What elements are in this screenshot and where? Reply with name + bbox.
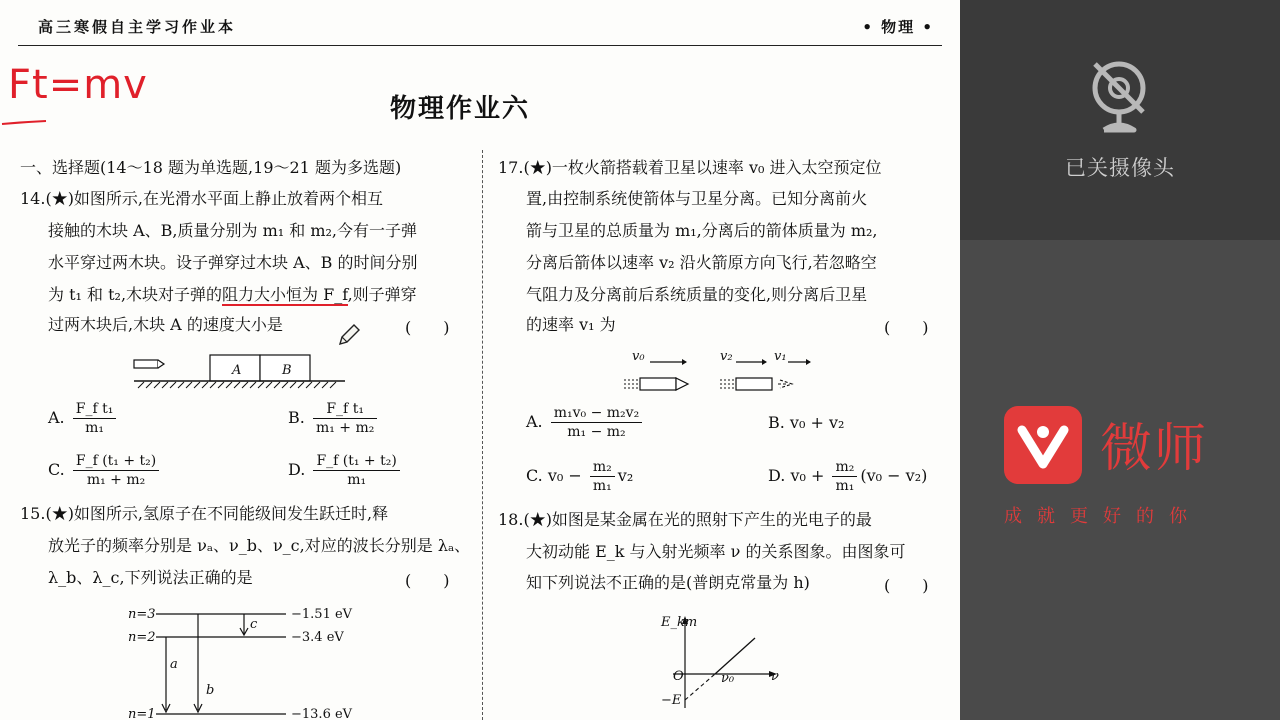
q14-option-a	[48, 400, 119, 437]
q14-option-b	[288, 400, 380, 437]
graph-origin-label: O	[673, 669, 684, 684]
camera-off-icon	[1084, 58, 1154, 140]
transition-c-label: c	[250, 617, 258, 632]
q17-option-c: C. v₀ − $\frac{\text{m₂}}{\text{m₁}}$ v₂	[526, 459, 634, 494]
level-n2-label: n=2	[128, 630, 156, 645]
q17-option-c-fraction: $\frac{\text{m₂}}{\text{m₁}}$	[590, 458, 615, 495]
brand-name: 微师	[1100, 419, 1209, 479]
handwritten-formula: Ft=mv	[8, 62, 148, 108]
q14-option-a-letter: A.	[48, 408, 65, 427]
q17-option-a	[526, 404, 645, 441]
q14-option-b-fraction: $\frac{\text{F\_f t₁}}{\text{m₁ + m₂}}$	[313, 400, 377, 437]
q17-line-2: 置,由控制系统使箭体与卫星分离。已知分离前火	[526, 189, 868, 208]
transition-a-label: a	[170, 657, 178, 672]
graph-x-intercept: ν₀	[721, 671, 735, 686]
q15-answer-blank: ( )	[405, 571, 450, 590]
graph-y-label: E_km	[661, 615, 698, 630]
q14-option-d-fraction: $\frac{\text{F\_f (t₁ + t₂)}}{\text{m₁}}$	[313, 452, 399, 489]
level-n2-energy: −3.4 eV	[291, 630, 344, 645]
block-a-label: A	[232, 363, 242, 378]
q14-option-a-fraction: $\frac{\text{F\_f t₁}}{\text{m₁}}$	[73, 400, 117, 437]
q17-option-c-letter: C.	[526, 466, 543, 485]
column-divider	[482, 150, 483, 720]
q14-line-4a: 为 t₁ 和 t₂,木块对子弹的	[48, 285, 223, 304]
graph-y-intercept: −E	[661, 693, 682, 708]
rocket-v1-label: v₁	[774, 349, 787, 364]
q14-line-2: 接触的木块 A、B,质量分别为 m₁ 和 m₂,今有一子弹	[48, 221, 418, 240]
q14-line-3: 水平穿过两木块。设子弹穿过木块 A、B 的时间分别	[48, 253, 418, 272]
q15-energy-level-diagram	[126, 600, 366, 720]
brand-v-icon	[1004, 406, 1082, 484]
q17-line-5: 气阻力及分离前后系统质量的变化,则分离后卫星	[526, 285, 868, 304]
q14-figure	[130, 350, 350, 395]
q17-line-4: 分离后箭体以速率 v₂ 沿火箭原方向飞行,若忽略空	[526, 253, 877, 272]
q17-option-d-letter: D.	[768, 466, 786, 485]
q17-line-1: 17.(★)一枚火箭搭载着卫星以速率 v₀ 进入太空预定位	[498, 158, 882, 177]
q15-line-3: λ_b、λ_c,下列说法正确的是	[48, 568, 253, 587]
brand-slogan: 成就更好的你	[1004, 506, 1202, 527]
q15-line-2: 放光子的频率分别是 νₐ、ν_b、ν_c,对应的波长分别是 λₐ、	[48, 536, 471, 555]
q18-ek-graph	[655, 608, 795, 718]
section-heading: 一、选择题(14～18 题为单选题,19～21 题为多选题)	[20, 158, 402, 177]
q17-option-d-fraction: $\frac{\text{m₂}}{\text{m₁}}$	[832, 458, 857, 495]
level-n3-label: n=3	[128, 607, 156, 622]
brand-logo	[1004, 406, 1082, 484]
q17-option-d: D. v₀ + $\frac{\text{m₂}}{\text{m₁}}$ (v₀ − v₂)	[768, 459, 928, 494]
graph-x-label: ν	[771, 669, 779, 684]
q14-option-c-letter: C.	[48, 460, 65, 479]
q17-option-b: B. v₀ + v₂	[768, 413, 845, 432]
block-b-label: B	[282, 363, 292, 378]
q18-answer-blank: ( )	[884, 576, 929, 595]
pencil-cursor-icon	[336, 322, 362, 348]
q17-option-a-letter: A.	[526, 412, 543, 431]
q14-option-d-letter: D.	[288, 460, 306, 479]
rocket-v2-label: v₂	[720, 349, 733, 364]
q17-line-6: 的速率 v₁ 为	[526, 315, 616, 334]
q17-option-a-fraction: $\frac{\text{m₁v₀ − m₂v₂}}{\text{m₁ − m₂}}$	[551, 404, 642, 441]
q14-line-5: 过两木块后,木块 A 的速度大小是	[48, 315, 283, 334]
camera-panel	[960, 0, 1280, 240]
transition-b-label: b	[206, 683, 215, 698]
q14-option-d	[288, 452, 403, 489]
rocket-v0-label: v₀	[632, 349, 645, 364]
level-n1-label: n=1	[128, 707, 156, 720]
q14-line-4b: ,则子弹穿	[347, 285, 417, 304]
q14-underlined-phrase: 阻力大小恒为 F_f	[222, 285, 348, 304]
page-title: 物理作业六	[390, 94, 531, 124]
q17-rocket-figure	[620, 350, 820, 395]
q18-line-1: 18.(★)如图是某金属在光的照射下产生的光电子的最	[498, 510, 872, 529]
q14-answer-blank: ( )	[405, 318, 450, 337]
page-header	[18, 12, 942, 46]
q18-line-2: 大初动能 E_k 与入射光频率 ν 的关系图象。由图象可	[526, 542, 906, 561]
level-n3-energy: −1.51 eV	[291, 607, 353, 622]
header-subject: • 物理 •	[862, 18, 934, 36]
level-n1-energy: −13.6 eV	[291, 707, 353, 720]
q17-answer-blank: ( )	[884, 318, 929, 337]
q14-option-c	[48, 452, 162, 489]
q18-line-3: 知下列说法不正确的是(普朗克常量为 h)	[526, 573, 810, 592]
camera-status-text: 已关摄像头	[1065, 156, 1175, 180]
q14-option-c-fraction: $\frac{\text{F\_f (t₁ + t₂)}}{\text{m₁ + m₂}}$	[73, 452, 159, 489]
q15-line-1: 15.(★)如图所示,氢原子在不同能级间发生跃迁时,释	[20, 504, 389, 523]
brand-panel	[960, 240, 1280, 720]
q17-line-3: 箭与卫星的总质量为 m₁,分离后的箭体质量为 m₂,	[526, 221, 878, 240]
header-book-title: 高三寒假自主学习作业本	[38, 18, 237, 36]
q14-option-b-letter: B.	[288, 408, 305, 427]
q14-line-4	[48, 285, 417, 305]
q14-line-1: 14.(★)如图所示,在光滑水平面上静止放着两个相互	[20, 189, 384, 208]
handwritten-underline	[0, 0, 60, 130]
